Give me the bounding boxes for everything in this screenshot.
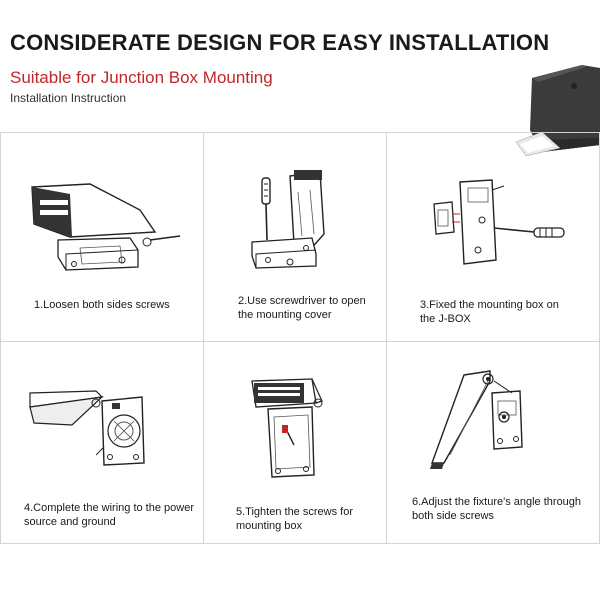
step-3-text: 3.Fixed the mounting box on the J-BOX <box>420 299 559 325</box>
grid-line <box>203 132 204 544</box>
step-5-cell <box>212 351 404 551</box>
subtitle: Suitable for Junction Box Mounting <box>10 68 273 87</box>
step-3-cell <box>394 142 586 342</box>
grid-line <box>0 132 1 544</box>
step-4-text: 4.Complete the wiring to the power source and ground <box>24 502 194 528</box>
installation-caption: Installation Instruction <box>10 91 127 105</box>
step-2-text: 2.Use screwdriver to open the mounting cover <box>238 295 366 321</box>
grid-line <box>0 132 600 133</box>
step-5-text: 5.Tighten the screws for mounting box <box>236 506 353 532</box>
instruction-grid <box>0 132 600 544</box>
step-6-text: 6.Adjust the fixture's angle through both side screws <box>412 496 582 522</box>
loosen-screws-icon <box>10 142 202 342</box>
step-4-cell <box>10 351 202 551</box>
step-6-cell <box>394 351 586 551</box>
step-2-cell <box>212 142 404 342</box>
step-1-cell <box>10 142 202 342</box>
page-title: CONSIDERATE DESIGN FOR EASY INSTALLATION <box>10 30 550 55</box>
step-1-text: 1.Loosen both sides screws <box>34 299 170 311</box>
